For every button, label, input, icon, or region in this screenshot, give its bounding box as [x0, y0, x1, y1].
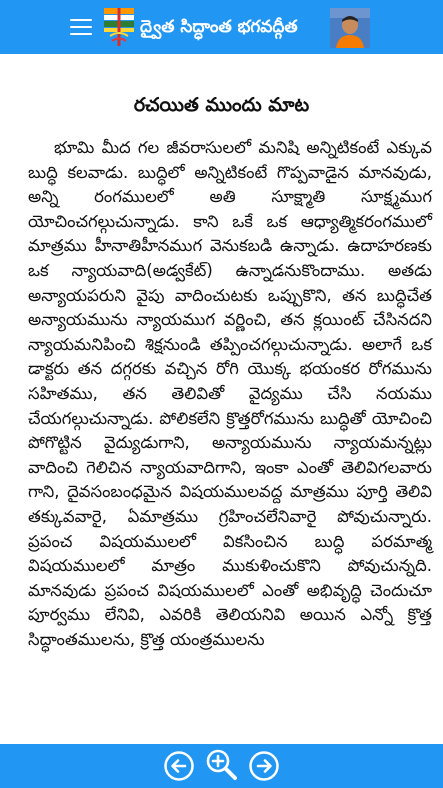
- article-content[interactable]: [0, 54, 443, 744]
- article-body: భూమి మీద గల జీవరాసులలో మనిషి అన్నిటికంటే ఎక్కువ బుద్ధి కలవాడు. బుద్ధిలో అన్నిటికంటే గొప్పవాడైన మానవుడు, అన్ని రంగములలో అతి సూక్ష్మాతి సూక్ష్మముగ యోచించగల్గుచున్నాడు. కాని ఒకే ఒక ఆధ్యాత్మికరంగములో మాత్రము హీనాతిహీనముగ వెనుకబడి ఉన్నాడు. ఉదాహరణకు ఒక న్యాయవాది(అడ్వకేట్) ఉన్నాడనుకొందాము. అతడు అన్యాయపరుని వైపు వాదించుటకు ఒప్పుకొని, తన బుద్ధిచేత అన్యాయమును న్యాయముగ వర్ణించి, తన క్లయింట్ చేసినదని న్యాయమనిపించి శిక్షనుండి తప్పించగల్గుచున్నాడు. అలాగే ఒక డాక్టరు తన దగ్గరకు వచ్చిన రోగి యొక్క భయంకర రోగమును సహితము, తన తెలివితో వైద్యము చేసి నయము చేయగల్గుచున్నాడు. పోలికలేని క్రొత్తరోగమును బుద్ధితో యోచించి పోగొట్టిన వైద్యుడుగాని, అన్యాయమును న్యాయమన్నట్లు వాదించి గెలిచిన న్యాయవాదిగాని, ఇంకా ఎంతో తెలివిగలవారు గాని, దైవసంబంధమైన విషయములవద్ద మాత్రము పూర్తి తెలివి తక్కువవారై, ఏమాత్రము గ్రహించలేనివారై పోవుచున్నారు. ప్రపంచ విషయములలో వికసించిన బుద్ధి పరమాత్మ విషయములలో మాత్రం ముకుళించుకొని పోవుచున్నది. మానవుడు ప్రపంచ విషయములలో ఎంతో అభివృద్ధి చెందుచూ పూర్వము లేనివి, ఎవరికి తెలియనివి అయిన ఎన్నో క్రొత్త సిద్ధాంతములను, క్రొత్త యంత్రములను: [28, 138, 432, 649]
- app-title: ద్వైత సిద్ధాంత భగవద్గీత: [140, 17, 298, 37]
- avatar-portrait: [330, 8, 370, 48]
- arrow-left-circle-icon[interactable]: [163, 750, 195, 782]
- menu-line: [70, 33, 92, 35]
- zoom-in-icon[interactable]: [204, 747, 240, 783]
- hamburger-menu-icon[interactable]: [68, 16, 94, 38]
- menu-line: [70, 19, 92, 21]
- menu-line: [70, 26, 92, 28]
- page-heading: రచయిత ముందు మాట: [133, 94, 310, 116]
- app-bar: [0, 0, 443, 54]
- author-avatar-icon[interactable]: [330, 8, 370, 48]
- flag-logo-icon: [102, 6, 136, 48]
- bottom-navigation-bar: [0, 744, 443, 788]
- arrow-right-circle-icon[interactable]: [248, 750, 280, 782]
